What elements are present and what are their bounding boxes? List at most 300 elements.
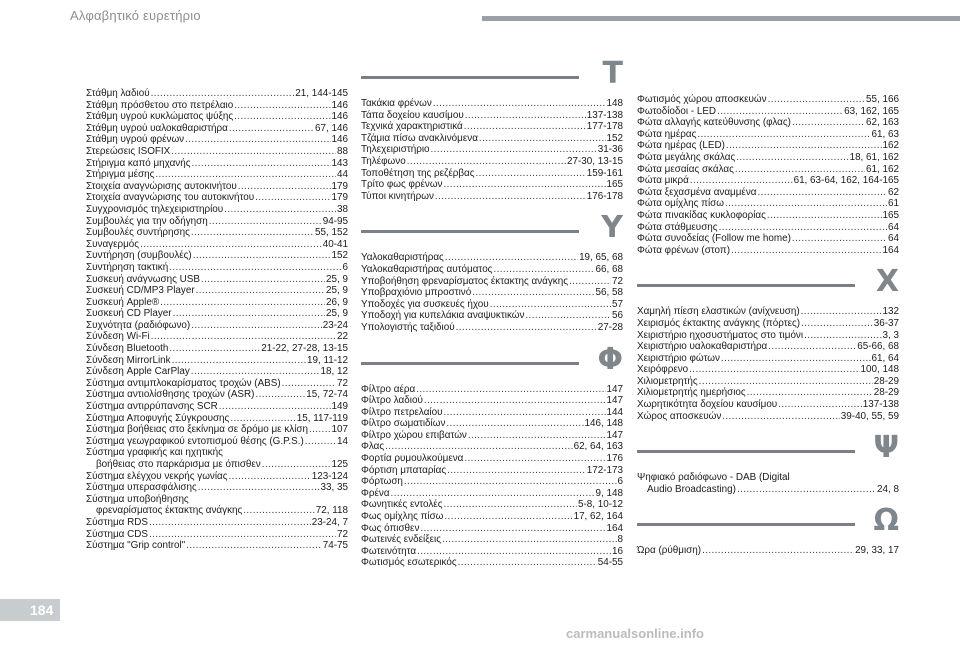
entry-pages: 15, 72-74	[306, 389, 348, 401]
entry-term: Σύστημα RDS	[86, 516, 148, 528]
index-entry	[361, 168, 623, 180]
section-header	[361, 340, 623, 380]
dot-leader	[196, 285, 325, 297]
index-entry	[86, 146, 348, 158]
entry-pages: 144	[606, 406, 623, 418]
entry-term: Τρίτο φως φρένων	[361, 179, 443, 191]
index-entry	[637, 233, 899, 245]
index-entry	[637, 341, 899, 353]
dot-leader	[431, 144, 597, 156]
entry-pages: 40-41	[322, 238, 348, 250]
index-entry	[86, 169, 348, 181]
section-rule	[637, 450, 855, 453]
index-entry	[86, 192, 348, 204]
dot-leader	[801, 306, 882, 318]
entry-term: Φλας	[361, 441, 385, 453]
dot-leader	[173, 308, 325, 320]
entry-term: Συναγερμός	[86, 238, 140, 250]
entry-term: Φόρτιση μπαταρίας	[361, 464, 447, 476]
section-header	[637, 501, 899, 541]
index-entry	[86, 100, 348, 112]
dot-leader	[464, 121, 586, 133]
entry-pages: 64	[888, 233, 899, 245]
index-entry	[361, 98, 623, 110]
dot-leader	[490, 299, 611, 311]
entry-pages: 72	[612, 275, 623, 287]
dot-leader	[309, 424, 331, 436]
index-entry	[86, 297, 348, 309]
dot-leader	[160, 297, 325, 309]
index-entry	[361, 133, 623, 145]
entry-term: Σύνδεση Bluetooth	[86, 343, 169, 355]
dot-leader	[172, 355, 306, 367]
dot-leader	[416, 384, 605, 396]
entry-term: Χειριστήριο ηχοσυστήματος στο τιμόνι	[637, 329, 804, 341]
index-entry	[361, 276, 623, 288]
section-header	[637, 428, 899, 468]
dot-leader	[731, 245, 882, 257]
index-entry	[86, 529, 348, 541]
dot-leader	[804, 330, 881, 342]
entry-pages: 179	[331, 180, 348, 192]
entry-term: Χειρισμός έκτακτης ανάγκης (πόρτες)	[637, 317, 801, 329]
dot-leader	[151, 88, 295, 100]
entry-term: Ώρα (ρύθμιση)	[637, 545, 702, 557]
entry-pages: 64	[888, 221, 899, 233]
entry-pages: 72	[337, 377, 348, 389]
entry-pages: 66, 68	[595, 263, 623, 275]
entry-term: Φωτεινές ενδείξεις	[361, 534, 441, 546]
section-letter: Φ	[597, 341, 623, 377]
index-entry	[637, 411, 899, 423]
entry-term: Στήριγμα μέσης	[86, 169, 155, 181]
dot-leader	[230, 413, 295, 425]
entry-term: Σύνδεση MirrorLink	[86, 354, 171, 366]
entry-pages: 21, 144-145	[295, 88, 348, 99]
entry-term: Συσκευή ανάγνωσης USB	[86, 273, 200, 285]
entry-pages: 146	[331, 111, 348, 123]
index-column-3	[637, 94, 899, 557]
dot-leader	[201, 274, 325, 286]
index-entry	[86, 285, 348, 297]
entry-term: Φωτισμός εσωτερικός	[361, 557, 457, 569]
entry-term: Συχνότητα (ραδιόφωνο)	[86, 319, 191, 331]
index-entry	[86, 366, 348, 378]
entry-term: βοήθειας στο παρκάρισμα με όπισθεν	[96, 459, 261, 470]
index-entry	[86, 505, 348, 517]
entry-term: Υποδοχές για συσκευές ήχου	[361, 298, 489, 310]
entry-term: Φώτα ξεχασμένα αναμμένα	[637, 186, 757, 198]
index-entry	[637, 222, 899, 234]
dot-leader	[424, 395, 606, 407]
entry-pages: 63, 162, 165	[844, 105, 899, 117]
index-entry	[637, 306, 899, 318]
index-entry	[86, 331, 348, 343]
dot-leader	[444, 511, 572, 523]
index-column-1	[86, 88, 348, 552]
index-entry	[361, 395, 623, 407]
entry-term: Φως ομίχλης πίσω	[361, 511, 444, 523]
dot-leader	[443, 407, 605, 419]
index-entry	[361, 511, 623, 523]
index-entry	[637, 318, 899, 330]
entry-pages: 38	[337, 203, 348, 215]
entry-term: Φίλτρο σωματιδίων	[361, 418, 446, 430]
dot-leader	[169, 262, 341, 274]
entry-term: Υαλοκαθαριστήρας	[361, 252, 444, 264]
entry-term: Τηλέφωνο	[361, 155, 406, 167]
entry-term: Φώτα μεγάλης σκάλας	[637, 151, 736, 163]
entry-term: Φώτα ομίχλης πίσω	[637, 198, 724, 210]
index-entry	[637, 129, 899, 141]
entry-term: Στάθμη υγρού υαλοκαθαριστήρα	[86, 122, 228, 134]
dot-leader	[702, 545, 854, 557]
entry-pages: 132	[882, 306, 899, 318]
index-entry	[361, 191, 623, 203]
index-entry	[361, 299, 623, 311]
entry-term: Συγχρονισμός τηλεχειριστηρίου	[86, 203, 224, 215]
entry-term: Υπολογιστής ταξιδιού	[361, 321, 455, 333]
index-entry	[86, 494, 348, 506]
entry-pages: 172-173	[586, 464, 623, 476]
dot-leader	[721, 353, 871, 365]
index-entry	[86, 111, 348, 123]
entry-pages: 16	[612, 545, 623, 557]
index-entry	[86, 227, 348, 239]
entry-pages: 152	[331, 250, 348, 262]
entry-pages: 147	[606, 429, 623, 441]
dot-leader	[699, 376, 873, 388]
entry-pages: 146, 148	[584, 418, 623, 430]
entry-pages: 125	[331, 459, 348, 470]
dot-leader	[234, 100, 330, 112]
entry-term: Τύποι κινητήρων	[361, 190, 434, 202]
entry-pages: 18, 61, 162	[849, 151, 899, 163]
section-header	[361, 208, 623, 248]
dot-leader	[456, 322, 597, 334]
entry-term: Συντήρηση τακτική	[86, 261, 169, 273]
index-entry	[86, 262, 348, 274]
entry-term: Σύστημα γεωγραφικού εντοπισμού θέσης (G.P.S.)	[86, 435, 304, 447]
entry-pages: 67, 146	[315, 122, 348, 134]
dot-leader	[443, 179, 605, 191]
dot-leader	[262, 459, 331, 471]
page-number: 184	[30, 602, 54, 618]
index-entry	[86, 355, 348, 367]
dot-leader	[171, 146, 336, 158]
index-entry	[361, 121, 623, 133]
index-entry	[361, 407, 623, 419]
dot-leader	[407, 156, 566, 168]
index-entry	[637, 187, 899, 199]
section-rule	[361, 230, 579, 233]
entry-pages: 55, 152	[315, 227, 348, 239]
entry-term: Φορτία ρυμουλκούμενα	[361, 453, 464, 465]
entry-pages: 27-28	[597, 321, 623, 333]
index-entry	[637, 140, 899, 152]
entry-term: Στάθμη υγρού κυκλώματος ψύξης	[86, 111, 234, 123]
index-entry	[86, 250, 348, 262]
entry-pages: 72, 118	[315, 505, 348, 517]
section-rule	[637, 284, 855, 287]
index-entry	[86, 482, 348, 494]
index-entry	[637, 164, 899, 176]
entry-term: Σύστημα βοήθειας στο ξεκίνημα σε δρόμο με κλίση	[86, 424, 308, 436]
entry-term: Σύστημα γραφικής και ηχητικής	[86, 447, 223, 459]
entry-term: Φρένα	[361, 487, 390, 499]
entry-term: Φώτα μικρά	[637, 175, 689, 187]
entry-pages: 123-124	[311, 470, 348, 482]
entry-pages: 146	[331, 99, 348, 111]
index-entry	[361, 418, 623, 430]
entry-term: Σύνδεση Apple CarPlay	[86, 366, 190, 378]
entry-pages: 44	[337, 169, 348, 181]
dot-leader	[465, 110, 586, 122]
dot-leader	[719, 222, 887, 234]
index-entry	[637, 117, 899, 129]
dot-leader	[443, 499, 577, 511]
dot-leader	[243, 505, 315, 517]
entry-term: Συσκευή Apple®	[86, 296, 160, 308]
entry-term: Τοποθέτηση της ρεζέρβας	[361, 167, 475, 179]
dot-leader	[458, 557, 597, 569]
index-entry	[637, 106, 899, 118]
entry-pages: 107	[331, 424, 348, 436]
entry-pages: 165	[606, 179, 623, 191]
dot-leader	[151, 331, 336, 343]
entry-pages: 65-66, 68	[857, 341, 899, 353]
entry-pages: 62, 64, 163	[573, 441, 623, 453]
entry-pages: 23-24, 7	[311, 516, 348, 528]
index-entry	[86, 471, 348, 483]
dot-leader	[385, 441, 572, 453]
entry-term: Χειριστήριο φώτων	[637, 352, 720, 364]
entry-pages: 100, 148	[860, 364, 899, 376]
index-entry	[86, 459, 348, 471]
entry-pages: 14	[337, 435, 348, 447]
entry-term: Φόρτωση	[361, 476, 403, 488]
entry-pages: 25, 9	[326, 285, 348, 297]
dot-leader	[169, 343, 260, 355]
section-rule	[361, 76, 579, 79]
dot-leader	[149, 517, 311, 529]
index-entry	[361, 322, 623, 334]
entry-term: Χειρόφρενο	[637, 364, 689, 376]
dot-leader	[801, 318, 873, 330]
entry-term: Στάθμη πρόσθετου στο πετρέλαιο	[86, 99, 234, 111]
entry-term: Χειριστήριο υαλοκαθαριστήρα	[637, 341, 768, 353]
section-letter: Ψ	[873, 430, 899, 466]
dot-leader	[198, 482, 320, 494]
index-entry	[637, 387, 899, 399]
index-entry	[86, 216, 348, 228]
index-entry	[361, 310, 623, 322]
entry-pages: 15, 117-119	[296, 412, 348, 424]
index-entry	[361, 144, 623, 156]
index-entry	[86, 320, 348, 332]
entry-pages: 29, 33, 17	[855, 545, 899, 557]
entry-term: Σύστημα Αποφυγής Σύγκρουσης	[86, 412, 230, 424]
dot-leader	[768, 341, 856, 353]
index-entry	[86, 436, 348, 448]
entry-pages: 36-37	[873, 317, 899, 329]
dot-leader	[493, 264, 594, 276]
dot-leader	[725, 198, 887, 210]
index-entry	[637, 353, 899, 365]
section-letter: Χ	[875, 264, 899, 300]
entry-pages: 33, 35	[320, 482, 348, 494]
dot-leader	[433, 98, 606, 110]
index-entry	[361, 252, 623, 264]
entry-pages: 159-161	[586, 167, 623, 179]
entry-term: φρεναρίσματος έκτακτης ανάγκης	[96, 505, 243, 517]
entry-pages: 61, 64	[871, 352, 899, 364]
entry-term: Σύστημα αντιρρύπανσης SCR	[86, 401, 218, 413]
index-entry	[637, 472, 899, 484]
dot-leader	[442, 534, 617, 546]
entry-pages: 3, 3	[882, 329, 899, 341]
dot-leader	[209, 216, 322, 228]
entry-pages: 148	[606, 98, 623, 109]
entry-pages: 61	[888, 198, 899, 210]
entry-term: Φωτοδίοδοι - LED	[637, 105, 717, 117]
index-entry	[86, 239, 348, 251]
index-entry	[86, 401, 348, 413]
index-entry	[637, 330, 899, 342]
dot-leader	[737, 484, 876, 496]
entry-term: Συμβουλές για την οδήγηση	[86, 215, 208, 227]
entry-pages: 177-178	[586, 121, 623, 133]
dot-leader	[234, 111, 330, 123]
dot-leader	[305, 436, 336, 448]
dot-leader	[525, 310, 611, 322]
entry-term: Σύστημα υποβοήθησης	[86, 493, 189, 505]
entry-term: Τακάκια φρένων	[361, 98, 432, 109]
dot-leader	[468, 430, 606, 442]
index-entry	[637, 399, 899, 411]
entry-term: Φώτα φρένων (στοπ)	[637, 244, 731, 256]
entry-term: Φώτα πινακίδας κυκλοφορίας	[637, 209, 766, 221]
entry-term: Ψηφιακό ραδιόφωνο - DAB (Digital	[637, 472, 790, 484]
entry-pages: 74-75	[322, 540, 348, 552]
index-column-2	[361, 48, 623, 569]
entry-pages: 6	[617, 476, 623, 488]
index-entry	[361, 179, 623, 191]
dot-leader	[792, 233, 887, 245]
entry-pages: 147	[606, 383, 623, 395]
entry-pages: 31-36	[597, 144, 623, 156]
index-entry	[86, 378, 348, 390]
index-entry	[361, 499, 623, 511]
section-letter: Ω	[873, 503, 899, 539]
index-entry	[86, 540, 348, 552]
dot-leader	[479, 133, 606, 145]
index-entry	[86, 181, 348, 193]
dot-leader	[282, 378, 336, 390]
entry-term: Φωνητικές εντολές	[361, 499, 443, 511]
index-entry	[637, 364, 899, 376]
section-header	[361, 54, 623, 94]
index-entry	[637, 210, 899, 222]
entry-term: Στοιχεία αναγνώρισης αυτοκινήτου	[86, 180, 237, 192]
entry-term: Συντήρηση (συμβουλές)	[86, 250, 192, 262]
dot-leader	[446, 418, 583, 430]
index-entry	[361, 557, 623, 569]
entry-pages: 21-22, 27-28, 13-15	[261, 343, 348, 355]
dot-leader	[219, 401, 331, 413]
dot-leader	[472, 287, 594, 299]
index-entry	[86, 447, 348, 459]
index-entry	[361, 430, 623, 442]
entry-term: Φώτα συνοδείας (Follow me home)	[637, 233, 791, 245]
index-entry	[361, 156, 623, 168]
index-entry	[86, 517, 348, 529]
entry-term: Χιλιομετρητής	[637, 375, 698, 387]
dot-leader	[192, 158, 331, 170]
entry-term: Στοιχεία αναγνώρισης του αυτοκινήτου	[86, 192, 255, 204]
entry-pages: 28-29	[873, 375, 899, 387]
entry-pages: 18, 12	[320, 366, 348, 378]
page-number-tab	[0, 599, 60, 621]
index-entry	[361, 523, 623, 535]
dot-leader	[464, 453, 605, 465]
entry-pages: 56	[612, 310, 623, 322]
entry-term: Σύστημα αντιολίσθησης τροχών (ASR)	[86, 389, 255, 401]
section-rule	[361, 362, 579, 365]
dot-leader	[476, 168, 586, 180]
header-rule	[482, 16, 960, 21]
entry-term: Σύστημα υπερασφάλισης	[86, 482, 197, 494]
entry-term: Χωρητικότητα δοχείου καυσίμου	[637, 399, 778, 411]
entry-pages: 61, 162	[866, 163, 899, 175]
dot-leader	[191, 366, 320, 378]
dot-leader	[140, 239, 322, 251]
entry-pages: 57	[612, 298, 623, 310]
entry-pages: 8	[617, 534, 623, 546]
entry-pages: 17, 62, 164	[573, 511, 623, 523]
dot-leader	[722, 411, 840, 423]
entry-pages: 62	[888, 186, 899, 198]
dot-leader	[420, 523, 605, 535]
index-entry	[637, 484, 899, 496]
index-entry	[86, 88, 348, 100]
dot-leader	[417, 546, 611, 558]
entry-term: Φίλτρο χώρου επιβατών	[361, 429, 467, 441]
index-entry	[637, 198, 899, 210]
dot-leader	[778, 399, 862, 411]
entry-term: Συμβουλές συντήρησης	[86, 227, 190, 239]
dot-leader	[185, 134, 330, 146]
entry-term: Υποβοήθηση φρεναρίσματος έκτακτης ανάγκης	[361, 275, 568, 287]
entry-pages: 25, 9	[326, 308, 348, 320]
entry-pages: 146	[331, 134, 348, 146]
index-entry	[361, 441, 623, 453]
entry-pages: 62, 163	[866, 117, 899, 129]
entry-term: Φώτα στάθμευσης	[637, 221, 718, 233]
entry-term: Σύνδεση Wi-Fi	[86, 331, 150, 343]
dot-leader	[697, 129, 870, 141]
entry-pages: 19, 65, 68	[579, 252, 623, 264]
entry-pages: 9, 148	[595, 487, 623, 499]
dot-leader	[735, 164, 865, 176]
dot-leader	[690, 175, 793, 187]
entry-term: Φίλτρο πετρελαίου	[361, 406, 443, 418]
entry-pages: 19, 11-12	[307, 354, 348, 366]
entry-pages: 61, 63	[871, 128, 899, 140]
index-entry	[361, 453, 623, 465]
entry-term: Στερεώσεις ISOFIX	[86, 145, 171, 157]
entry-pages: 22	[337, 331, 348, 343]
